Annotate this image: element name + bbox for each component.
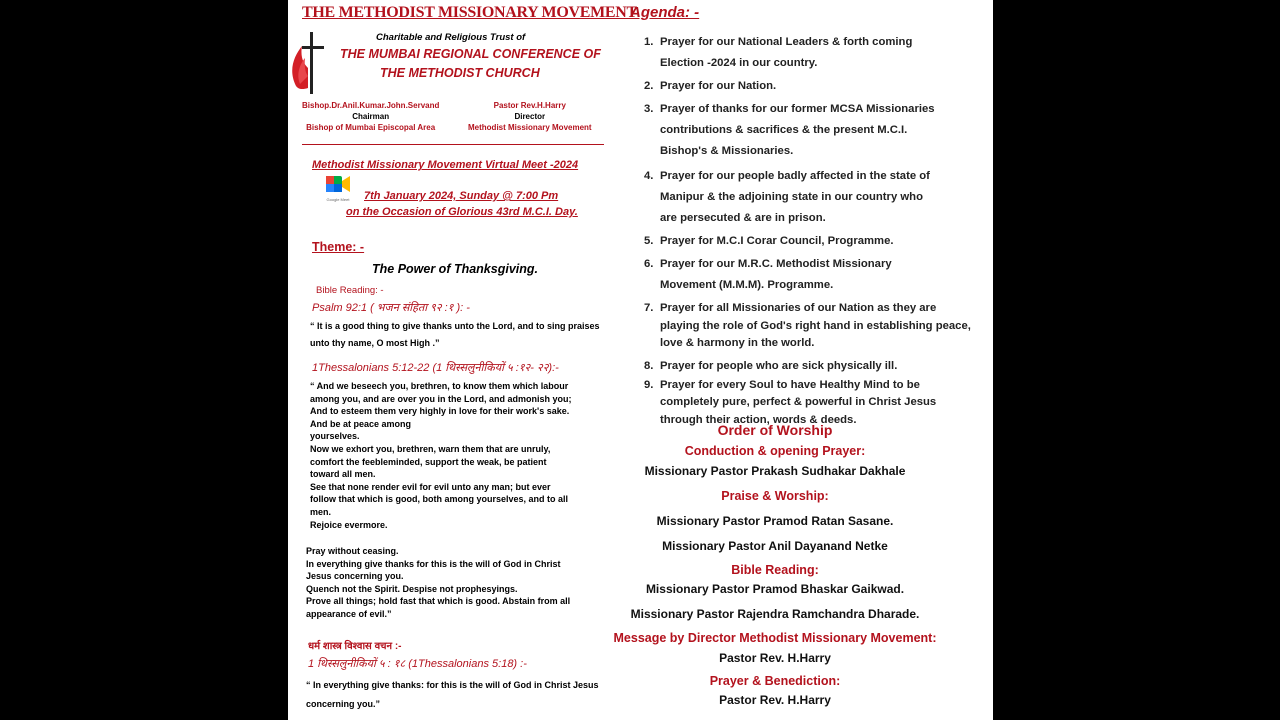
agenda-item-line: Prayer for every Soul to have Healthy Mind to be — [660, 378, 920, 391]
verse-line: Now we exhort you, brethren, warn them that are unruly, — [310, 443, 551, 454]
agenda-item-number: 5. — [644, 235, 654, 247]
meet-title: Methodist Missionary Movement Virtual Meet -2024 — [312, 159, 579, 171]
director-name: Pastor Rev.H.Harry — [493, 101, 566, 110]
thessalonians-text-continued — [306, 545, 606, 621]
agenda-item-line: through their action, words & deeds. — [660, 413, 857, 426]
agenda-item-line: Prayer for our people badly affected in the state of — [660, 170, 930, 182]
chairman-org: Bishop of Mumbai Episcopal Area — [306, 123, 436, 132]
verse-line: And be at peace among — [310, 418, 412, 429]
chairman-role: Chairman — [352, 112, 390, 121]
org-title: THE METHODIST MISSIONARY MOVEMENT — [302, 4, 637, 21]
agenda-item-line: Prayer for people who are sick physically ill. — [660, 359, 898, 372]
agenda-item-number: 9. — [644, 378, 654, 391]
director-org: Methodist Missionary Movement — [468, 123, 592, 132]
thessalonians-text — [310, 380, 610, 531]
creed-text: “ In everything give thanks: for this is the will of God in Christ Jesus concerning you.” — [306, 680, 599, 709]
conduction-label: Conduction & opening Prayer: — [684, 444, 866, 458]
agenda-item — [634, 166, 979, 229]
agenda-item-number: 7. — [644, 302, 654, 314]
verse-line: “ And we beseech you, brethren, to know them which labour — [310, 381, 569, 391]
verse-line: Prove all things; hold fast that which is good. Abstain from all — [306, 596, 571, 607]
agenda-label: Agenda: - — [630, 4, 700, 21]
agenda-item-number: 6. — [644, 258, 654, 270]
document-page — [288, 0, 993, 720]
agenda-item-line: Manipur & the adjoining state in our country who — [660, 191, 923, 203]
chairman-signature-block — [302, 100, 439, 133]
agenda-item-line: completely pure, perfect & powerful in Christ Jesus — [660, 396, 937, 408]
google-meet-icon — [326, 176, 350, 202]
worship-title: Order of Worship — [717, 422, 833, 438]
agenda-item-line: Prayer for our M.R.C. Methodist Missionary — [660, 258, 892, 270]
message-name: Pastor Rev. H.Harry — [719, 651, 831, 665]
trust-line: Charitable and Religious Trust of — [376, 32, 526, 43]
agenda-item-number: 2. — [644, 80, 654, 92]
verse-line: Quench not the Spirit. Despise not prophesyings. — [306, 583, 518, 594]
theme-label: Theme: - — [312, 240, 365, 254]
verse-line: appearance of evil.” — [306, 608, 392, 619]
agenda-list — [634, 32, 979, 429]
agenda-item — [634, 231, 979, 252]
verse-line: See that none render evil for evil unto any man; but ever — [310, 481, 551, 492]
creed-label: धर्म शास्त्र विश्वास वचन :- — [308, 641, 402, 652]
agenda-item-line: Prayer for our National Leaders & forth coming — [660, 36, 913, 48]
theme-text: The Power of Thanksgiving. — [372, 262, 538, 276]
benediction-name: Pastor Rev. H.Harry — [719, 693, 831, 707]
verse-line: men. — [310, 506, 332, 517]
benediction-label: Prayer & Benediction: — [709, 674, 841, 688]
verse-line: among you, and are over you in the Lord, and admonish you; — [310, 393, 572, 404]
meet-date: 7th January 2024, Sunday @ 7:00 Pm — [364, 190, 559, 202]
verse-line: yourselves. — [310, 431, 360, 442]
verse-line: follow that which is good, both among yourselves, and to all — [310, 494, 569, 505]
agenda-item-number: 1. — [644, 36, 654, 48]
bible-name: Missionary Pastor Pramod Bhaskar Gaikwad. — [645, 582, 905, 596]
agenda-item-line: playing the role of God's right hand in establishing peace, — [660, 319, 971, 332]
agenda-item — [634, 300, 979, 353]
message-label: Message by Director Methodist Missionary Movement: — [613, 631, 937, 645]
agenda-item-line: contributions & sacrifices & the present M.C.I. — [660, 124, 908, 136]
agenda-item — [634, 254, 979, 296]
agenda-item-line: love & harmony in the world. — [660, 337, 815, 349]
meet-occasion: on the Occasion of Glorious 43rd M.C.I. Day. — [346, 206, 578, 218]
agenda-item — [634, 357, 979, 375]
agenda-item — [634, 76, 979, 97]
agenda-item-line: Prayer for our Nation. — [660, 80, 777, 92]
agenda-item-line: Bishop's & Missionaries. — [660, 145, 794, 157]
conference-line1: THE MUMBAI REGIONAL CONFERENCE OF — [340, 47, 601, 61]
psalm-reference: Psalm 92:1 ( भजन संहिता ९२ :१ ): - — [312, 302, 470, 314]
verse-line: Jesus concerning you. — [306, 571, 404, 582]
agenda-item-number: 4. — [644, 170, 654, 182]
agenda-item-line: are persecuted & are in prison. — [660, 212, 826, 224]
praise-name: Missionary Pastor Pramod Ratan Sasane. — [656, 514, 894, 528]
verse-line: toward all men. — [310, 469, 376, 480]
praise-name: Missionary Pastor Anil Dayanand Netke — [662, 539, 888, 553]
conduction-name: Missionary Pastor Prakash Sudhakar Dakhale — [644, 464, 906, 478]
agenda-item-number: 3. — [644, 103, 654, 115]
verse-line: comfort the feebleminded, support the weak, be patient — [310, 456, 547, 467]
methodist-cross-flame-logo — [290, 26, 326, 96]
creed-reference: 1 थिस्सलुनीकियों ५ : १८ (1Thessalonians 5:18) :- — [308, 658, 527, 670]
header-divider — [302, 144, 604, 145]
thessalonians-reference: 1Thessalonians 5:12-22 (1 थिस्सलुनीकियों ५ :१२- २२):- — [312, 362, 559, 374]
psalm-text: “ It is a good thing to give thanks unto the Lord, and to sing praises unto thy name, O most High .” — [310, 321, 600, 348]
praise-label: Praise & Worship: — [721, 489, 829, 503]
verse-line: Pray without ceasing. — [306, 546, 399, 556]
verse-line: Rejoice evermore. — [310, 519, 388, 530]
conference-line2: THE METHODIST CHURCH — [380, 66, 540, 80]
agenda-item-line: Prayer of thanks for our former MCSA Missionaries — [660, 103, 935, 115]
director-role: Director — [514, 112, 546, 121]
bible-name: Missionary Pastor Rajendra Ramchandra Dharade. — [630, 607, 920, 621]
agenda-item-line: Movement (M.M.M). Programme. — [660, 279, 834, 291]
agenda-item-number: 8. — [644, 359, 654, 372]
agenda-item — [634, 32, 979, 74]
agenda-item — [634, 99, 979, 162]
verse-line: In everything give thanks for this is the will of God in Christ — [306, 558, 561, 569]
bible-reading-label: Bible Reading: - — [316, 285, 384, 296]
director-signature-block — [468, 100, 592, 133]
agenda-item-line: Election -2024 in our country. — [660, 57, 818, 69]
agenda-item-line: Prayer for M.C.I Corar Council, Programme. — [660, 235, 894, 247]
bible-label: Bible Reading: — [731, 563, 819, 577]
verse-line: And to esteem them very highly in love for their work's sake. — [310, 406, 570, 417]
google-meet-label: Google Meet — [326, 197, 350, 202]
chairman-name: Bishop.Dr.Anil.Kumar.John.Servand — [302, 101, 440, 110]
agenda-item-line: Prayer for all Missionaries of our Nation as they are — [660, 302, 937, 314]
